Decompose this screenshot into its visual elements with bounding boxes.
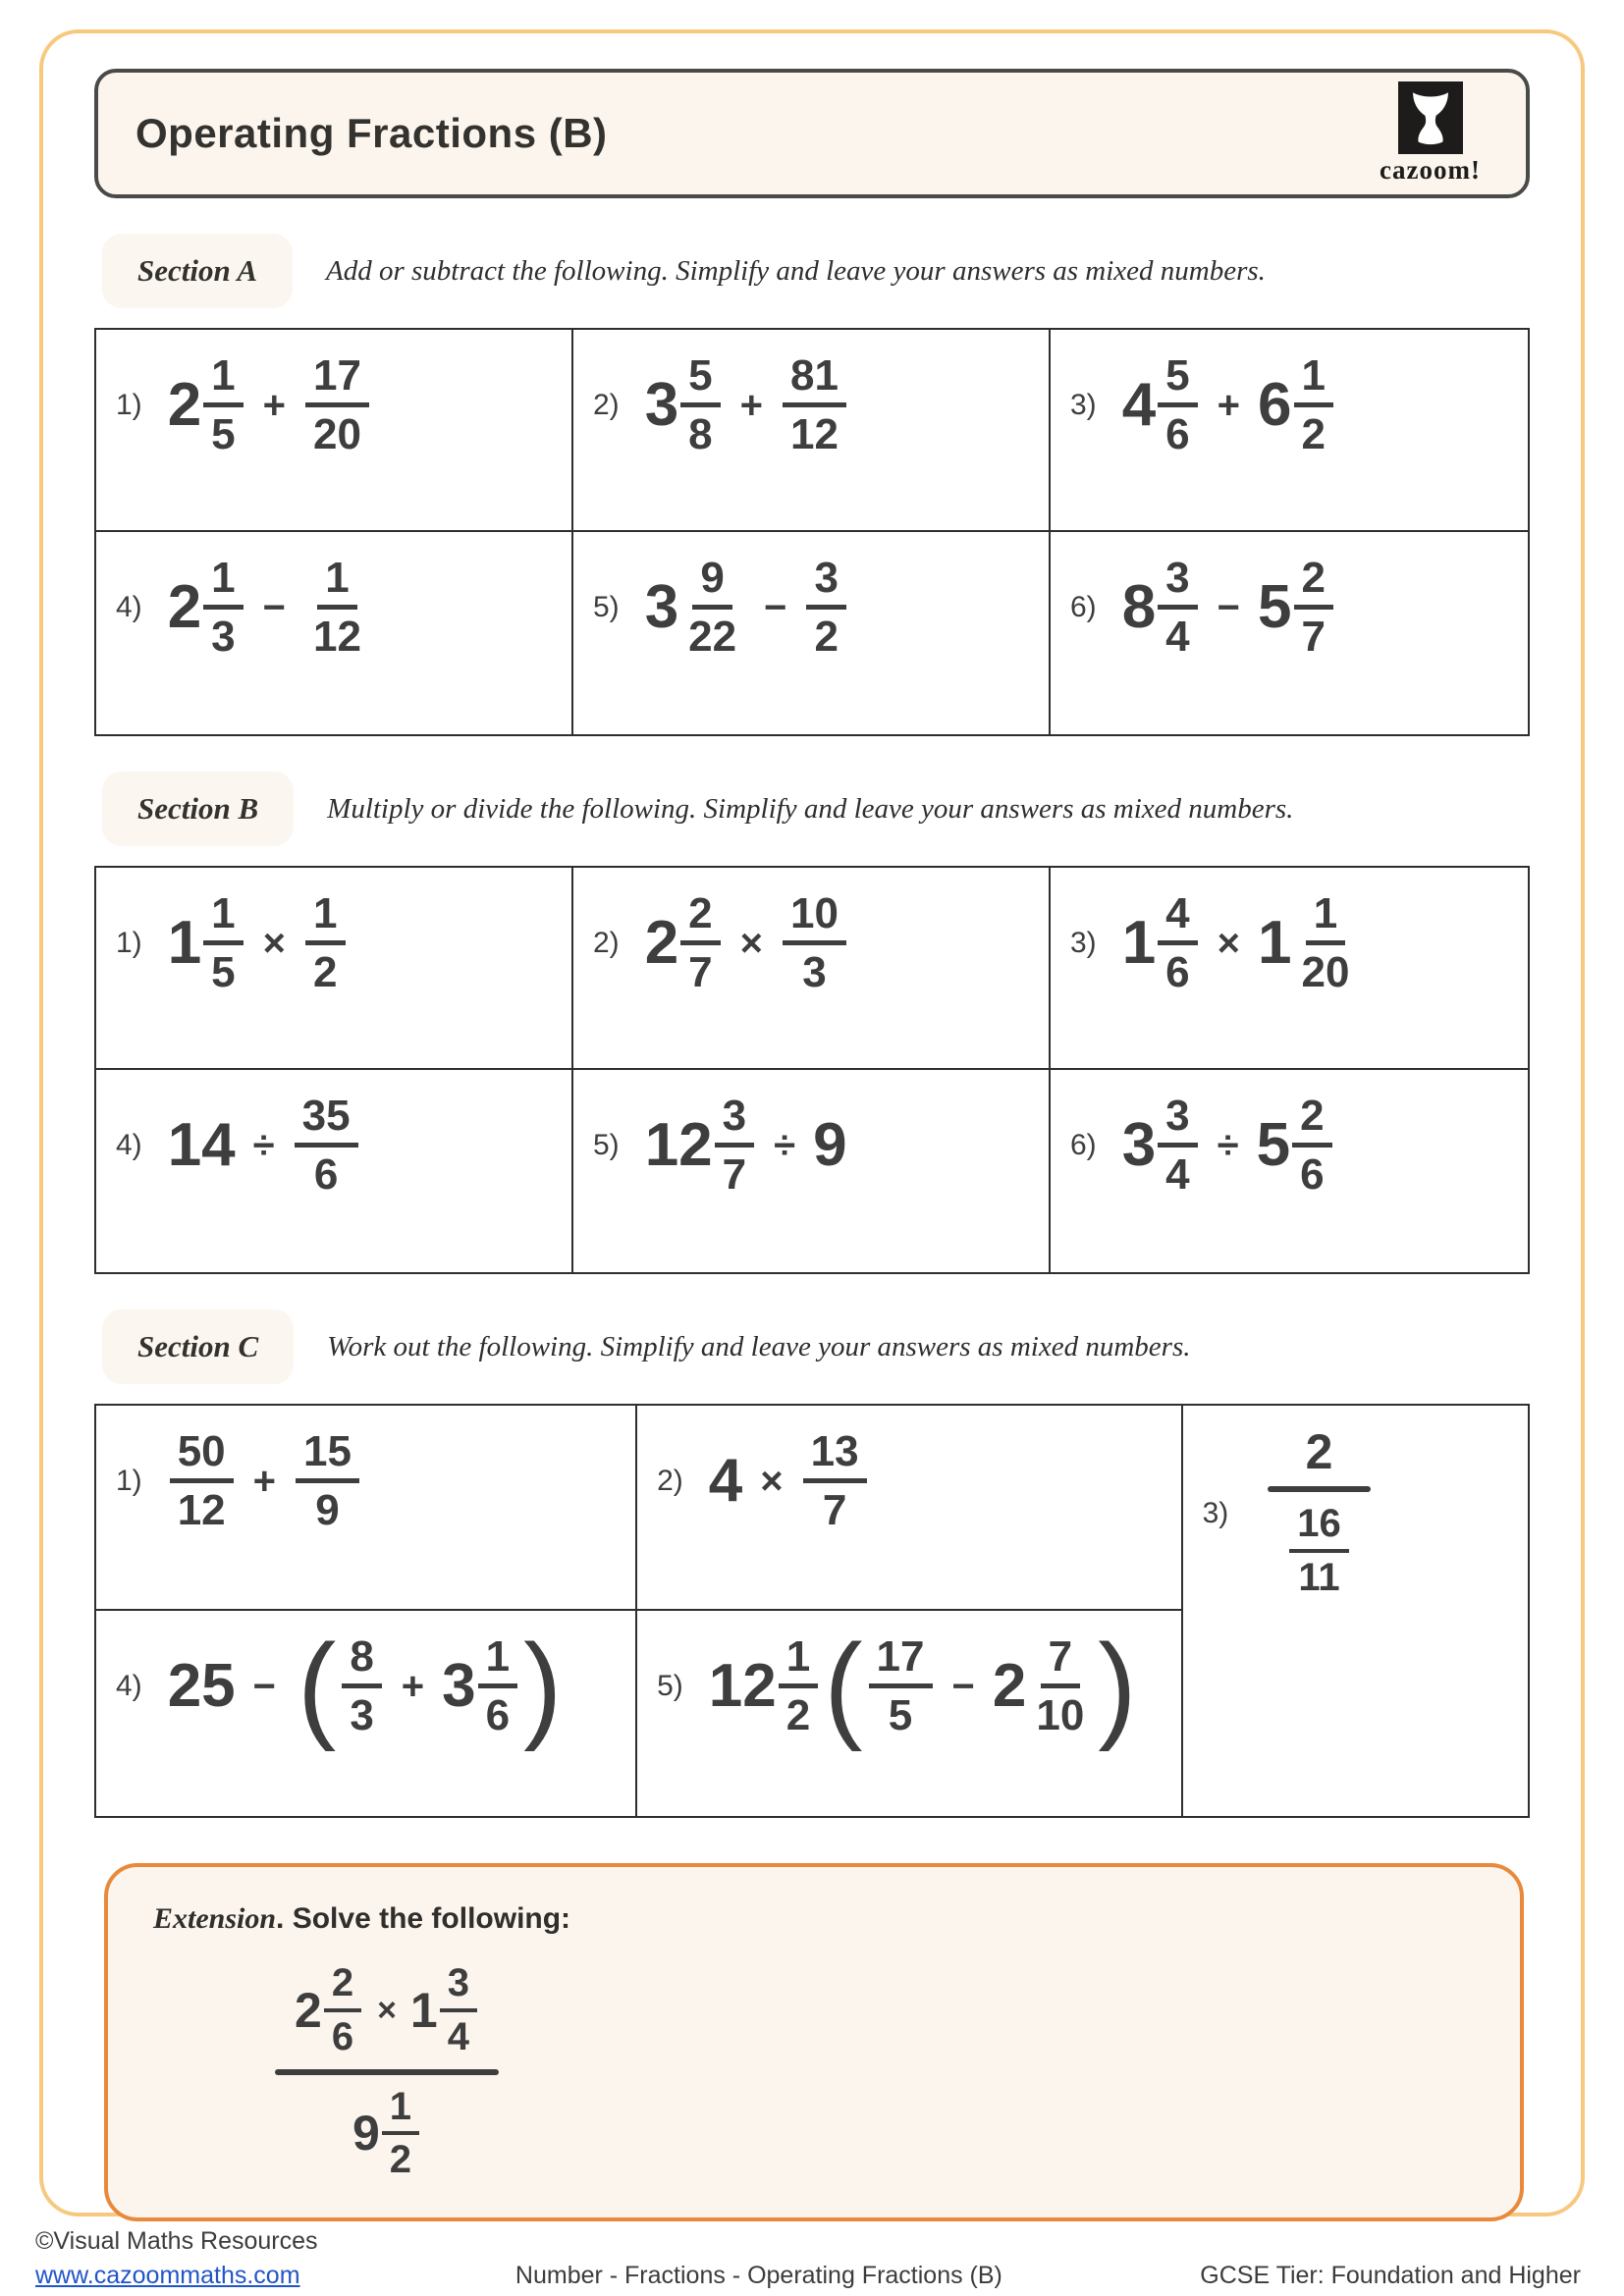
problem-number: 5) <box>593 1128 620 1161</box>
denominator: 4 <box>447 2014 469 2058</box>
denominator: 5 <box>888 1691 913 1740</box>
problem-row <box>116 554 556 662</box>
math-expression <box>167 1620 567 1752</box>
problem-number: 6) <box>1070 1128 1097 1161</box>
denominator: 2 <box>785 1691 811 1740</box>
problem-row <box>1070 889 1512 997</box>
operator: + <box>1217 383 1241 427</box>
math-expression <box>1122 889 1360 997</box>
problem-cell <box>1051 868 1528 1070</box>
operator: + <box>262 383 287 427</box>
problem-row <box>1070 554 1512 662</box>
fraction <box>203 554 243 662</box>
fraction <box>680 554 744 662</box>
whole-number: 2 <box>644 908 679 977</box>
whole-number: 3 <box>644 572 679 641</box>
problem-row <box>116 351 556 459</box>
operator: ÷ <box>1217 1123 1239 1167</box>
denominator: 2 <box>814 613 839 662</box>
numerator: 1 <box>779 1632 818 1688</box>
denominator: 5 <box>211 410 236 459</box>
footer-left <box>35 2227 318 2290</box>
section-c-header <box>102 1304 1530 1390</box>
section-a-header <box>102 228 1530 314</box>
numerator: 13 <box>803 1427 867 1483</box>
problem-number: 2) <box>593 926 620 959</box>
denominator: 6 <box>1300 1150 1325 1200</box>
problem-number: 1) <box>116 926 142 959</box>
fraction <box>783 889 846 997</box>
denominator: 6 <box>331 2014 354 2058</box>
fraction <box>1292 1092 1331 1200</box>
fraction <box>1028 1632 1092 1740</box>
whole-number: 1 <box>409 1982 438 2038</box>
numerator: 1 <box>1306 889 1345 945</box>
fraction <box>1289 1502 1349 1600</box>
section-a-problems-table <box>94 328 1530 736</box>
fraction <box>203 889 243 997</box>
denominator: 2 <box>389 2138 412 2182</box>
footer-right-text: GCSE Tier: Foundation and Higher <box>1200 2262 1581 2289</box>
big-fraction-denominator <box>333 2085 441 2183</box>
fraction <box>1158 889 1197 997</box>
whole-number: 9 <box>352 2106 380 2162</box>
whole-number: 8 <box>1121 572 1157 641</box>
brand-text: cazoom! <box>1380 155 1481 185</box>
extension-label: Extension <box>153 1902 277 1935</box>
fraction <box>779 1632 818 1740</box>
operator: − <box>764 585 787 629</box>
fraction <box>305 889 345 997</box>
section-b-instruction: Multiply or divide the following. Simplify and leave your answers as mixed numbers. <box>327 792 1294 825</box>
problem-row <box>116 889 556 997</box>
fraction <box>296 1427 359 1535</box>
operator: × <box>760 1459 784 1503</box>
problem-row <box>116 1427 620 1535</box>
problem-number: 2) <box>593 388 620 421</box>
numerator: 17 <box>869 1632 933 1688</box>
math-expression <box>645 1092 847 1200</box>
numerator: 2 <box>680 889 720 945</box>
problem-cell <box>96 868 573 1070</box>
numerator: 15 <box>296 1427 359 1483</box>
whole-number: 12 <box>644 1110 713 1179</box>
fraction <box>1294 554 1333 662</box>
math-expression <box>645 351 848 459</box>
fraction <box>1294 889 1358 997</box>
fraction <box>342 1632 381 1740</box>
numerator: 4 <box>1158 889 1197 945</box>
numerator: 7 <box>1041 1632 1080 1688</box>
whole-number: 4 <box>708 1446 743 1515</box>
numerator: 81 <box>783 351 846 407</box>
big-fraction <box>275 1961 499 2182</box>
problem-row <box>593 1092 1033 1200</box>
numerator: 1 <box>478 1632 517 1688</box>
fraction <box>203 351 243 459</box>
open-bracket: ( <box>298 1620 337 1752</box>
denominator: 7 <box>722 1150 747 1200</box>
extension-instruction: . Solve the following: <box>276 1902 571 1935</box>
whole-number: 3 <box>644 370 679 439</box>
big-fraction-bar <box>275 2069 499 2075</box>
big-fraction-denominator <box>1268 1502 1371 1600</box>
denominator: 10 <box>1036 1691 1085 1740</box>
footer-center-text: Number - Fractions - Operating Fractions (B) <box>514 2262 1002 2289</box>
problem-row <box>1070 351 1512 459</box>
denominator: 11 <box>1298 1555 1340 1599</box>
open-bracket: ( <box>824 1620 863 1752</box>
numerator: 17 <box>305 351 369 407</box>
problem-cell <box>96 330 573 532</box>
operator: + <box>739 383 764 427</box>
operator: − <box>951 1664 975 1708</box>
math-expression <box>645 554 848 662</box>
problem-number: 4) <box>116 590 142 623</box>
math-expression <box>1122 1092 1334 1200</box>
fraction <box>1158 351 1197 459</box>
numerator: 3 <box>806 554 845 610</box>
fraction <box>715 1092 754 1200</box>
operator: ÷ <box>252 1123 275 1167</box>
numerator: 9 <box>692 554 731 610</box>
problem-number: 4) <box>116 1128 142 1161</box>
problem-cell <box>1051 330 1528 532</box>
problem-row <box>116 1620 620 1752</box>
page-title: Operating Fractions (B) <box>135 110 608 156</box>
numerator: 1 <box>203 889 243 945</box>
fraction <box>1294 351 1333 459</box>
whole-number: 2 <box>992 1651 1027 1720</box>
denominator: 9 <box>315 1486 340 1535</box>
problem-number: 3) <box>1070 388 1097 421</box>
denominator: 3 <box>211 613 236 662</box>
math-expression <box>709 1427 869 1535</box>
numerator: 10 <box>783 889 846 945</box>
operator: − <box>262 585 287 629</box>
problem-row <box>116 1092 556 1200</box>
operator: × <box>262 921 287 965</box>
operator: ÷ <box>774 1123 796 1167</box>
numerator: 3 <box>715 1092 754 1148</box>
whole-number: 5 <box>1256 1110 1291 1179</box>
math-expression <box>168 554 371 662</box>
big-fraction <box>1268 1424 1371 1600</box>
problem-cell <box>1183 1406 1528 1816</box>
fraction <box>806 554 845 662</box>
problem-number: 3) <box>1202 1496 1229 1529</box>
math-expression <box>1122 554 1335 662</box>
fraction <box>478 1632 517 1740</box>
problem-cell <box>573 330 1051 532</box>
close-bracket: ) <box>523 1620 563 1752</box>
problem-number: 5) <box>657 1669 683 1702</box>
whole-number: 1 <box>1121 908 1157 977</box>
page-frame <box>39 29 1585 2216</box>
math-expression <box>708 1620 1141 1752</box>
big-fraction-numerator <box>275 1961 499 2059</box>
numerator: 1 <box>317 554 356 610</box>
operator: + <box>401 1664 425 1708</box>
problem-cell <box>573 868 1051 1070</box>
math-expression <box>168 1427 361 1535</box>
whole-number: 25 <box>167 1651 236 1720</box>
math-expression <box>168 889 348 997</box>
whole-number: 9 <box>813 1110 847 1179</box>
problem-row <box>593 351 1033 459</box>
fraction <box>295 1092 358 1200</box>
problem-cell <box>1051 532 1528 734</box>
copyright-text: ©Visual Maths Resources <box>35 2227 318 2255</box>
whole-number: 2 <box>167 572 202 641</box>
operator: − <box>1217 585 1241 629</box>
denominator: 2 <box>313 948 338 997</box>
fraction <box>305 554 369 662</box>
whole-number: 2 <box>167 370 202 439</box>
numerator: 35 <box>295 1092 358 1148</box>
operator: − <box>252 1664 277 1708</box>
denominator: 12 <box>313 613 361 662</box>
section-b-problems-table <box>94 866 1530 1274</box>
math-expression <box>1254 1424 1371 1600</box>
extension-heading <box>153 1902 1475 1936</box>
numerator: 2 <box>1292 1092 1331 1148</box>
website-link[interactable]: www.cazoommaths.com <box>35 2262 300 2289</box>
fraction <box>680 889 720 997</box>
whole-number: 6 <box>1258 370 1292 439</box>
problem-cell <box>96 1070 573 1272</box>
whole-number: 2 <box>1305 1424 1333 1479</box>
problem-number: 6) <box>1070 590 1097 623</box>
problem-number: 1) <box>116 388 142 421</box>
denominator: 6 <box>313 1150 339 1200</box>
problem-number: 1) <box>116 1464 142 1497</box>
denominator: 7 <box>688 948 713 997</box>
problem-row <box>1070 1092 1512 1200</box>
problem-number: 5) <box>593 590 620 623</box>
numerator: 50 <box>170 1427 234 1483</box>
math-expression <box>168 351 371 459</box>
numerator: 8 <box>342 1632 381 1688</box>
math-expression <box>1122 351 1335 459</box>
numerator: 1 <box>382 2085 419 2136</box>
fraction <box>803 1427 867 1535</box>
fraction <box>382 2085 419 2183</box>
problem-cell <box>1051 1070 1528 1272</box>
problem-number: 2) <box>657 1464 683 1497</box>
whole-number: 14 <box>167 1110 236 1179</box>
problem-row <box>657 1427 1164 1535</box>
section-c-instruction: Work out the following. Simplify and leave your answers as mixed numbers. <box>327 1330 1191 1362</box>
denominator: 4 <box>1165 613 1190 662</box>
problem-cell <box>573 1070 1051 1272</box>
footer <box>35 2227 1581 2290</box>
denominator: 8 <box>688 410 713 459</box>
math-expression <box>645 889 848 997</box>
denominator: 7 <box>822 1486 847 1535</box>
whole-number: 3 <box>442 1651 476 1720</box>
section-b-label: Section B <box>102 772 294 846</box>
whole-number: 2 <box>295 1982 322 2038</box>
close-bracket: ) <box>1098 1620 1137 1752</box>
denominator: 20 <box>313 410 361 459</box>
operator: × <box>377 1991 397 2029</box>
problem-cell <box>637 1406 1182 1611</box>
problem-cell <box>637 1611 1182 1816</box>
big-fraction-bar <box>1268 1486 1371 1492</box>
whole-number: 5 <box>1258 572 1292 641</box>
denominator: 7 <box>1301 613 1326 662</box>
fraction <box>170 1427 234 1535</box>
fraction <box>1158 554 1197 662</box>
numerator: 1 <box>203 351 243 407</box>
extension-expression <box>261 1961 499 2182</box>
fraction <box>680 351 720 459</box>
problem-cell <box>96 1611 637 1816</box>
denominator: 3 <box>802 948 827 997</box>
cazoom-logo <box>1380 81 1481 186</box>
numerator: 2 <box>324 1961 361 2012</box>
fraction <box>783 351 846 459</box>
problem-row <box>657 1620 1164 1752</box>
denominator: 22 <box>688 613 737 662</box>
problem-row <box>1202 1424 1512 1600</box>
fraction <box>440 1961 477 2059</box>
numerator: 1 <box>203 554 243 610</box>
numerator: 5 <box>680 351 720 407</box>
extension-panel <box>104 1863 1524 2221</box>
section-b-header <box>102 766 1530 852</box>
numerator: 3 <box>1158 1092 1197 1148</box>
denominator: 6 <box>485 1691 511 1740</box>
fraction <box>305 351 369 459</box>
section-a-label: Section A <box>102 234 293 308</box>
big-fraction-numerator <box>1286 1424 1353 1479</box>
denominator: 20 <box>1301 948 1350 997</box>
problem-cell <box>96 1406 637 1611</box>
numerator: 5 <box>1158 351 1197 407</box>
fraction <box>869 1632 933 1740</box>
math-expression <box>168 1092 360 1200</box>
whole-number: 12 <box>708 1651 777 1720</box>
denominator: 12 <box>790 410 839 459</box>
denominator: 6 <box>1165 410 1190 459</box>
numerator: 3 <box>1158 554 1197 610</box>
numerator: 16 <box>1289 1502 1349 1553</box>
denominator: 12 <box>177 1486 226 1535</box>
problem-number: 4) <box>116 1669 142 1702</box>
problem-number: 3) <box>1070 926 1097 959</box>
denominator: 2 <box>1301 410 1326 459</box>
denominator: 3 <box>350 1691 374 1740</box>
whole-number: 1 <box>167 908 202 977</box>
denominator: 5 <box>211 948 236 997</box>
denominator: 4 <box>1165 1150 1190 1200</box>
fraction <box>324 1961 361 2059</box>
cazoom-drum-icon <box>1398 81 1463 154</box>
numerator: 1 <box>305 889 345 945</box>
numerator: 1 <box>1294 351 1333 407</box>
numerator: 2 <box>1294 554 1333 610</box>
denominator: 6 <box>1165 948 1190 997</box>
whole-number: 3 <box>1121 1110 1157 1179</box>
section-a-instruction: Add or subtract the following. Simplify and leave your answers as mixed numbers. <box>326 254 1266 287</box>
problem-row <box>593 889 1033 997</box>
numerator: 3 <box>440 1961 477 2012</box>
problem-cell <box>573 532 1051 734</box>
worksheet-header <box>94 69 1530 198</box>
operator: × <box>1217 921 1241 965</box>
whole-number: 4 <box>1121 370 1157 439</box>
problem-cell <box>96 532 573 734</box>
problem-row <box>593 554 1033 662</box>
fraction <box>1158 1092 1197 1200</box>
operator: + <box>252 1459 276 1503</box>
section-c-problems-table <box>94 1404 1530 1818</box>
whole-number: 1 <box>1258 908 1292 977</box>
section-c-label: Section C <box>102 1309 294 1384</box>
operator: × <box>739 921 764 965</box>
